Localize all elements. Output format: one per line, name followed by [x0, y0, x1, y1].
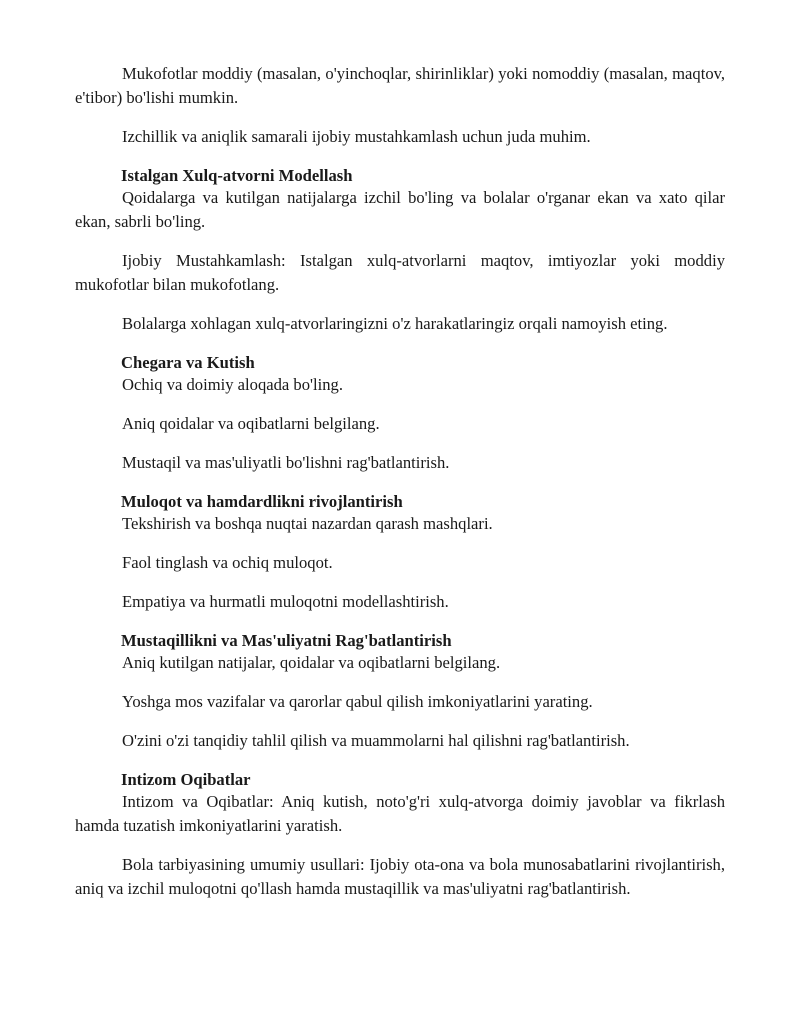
intro-paragraph: Izchillik va aniqlik samarali ijobiy mustahkamlash uchun juda muhim.	[122, 127, 591, 146]
section-heading: Muloqot va hamdardlikni rivojlantirish	[121, 492, 403, 511]
section-paragraph: Aniq qoidalar va oqibatlarni belgilang.	[122, 414, 380, 433]
section-chegara	[75, 351, 725, 475]
section-paragraph: Empatiya va hurmatli muloqotni modellashtirish.	[122, 592, 449, 611]
section-mustaqillik	[75, 629, 725, 753]
section-heading: Chegara va Kutish	[121, 353, 255, 372]
document-page	[75, 62, 725, 916]
section-paragraph: Yoshga mos vazifalar va qarorlar qabul qilish imkoniyatlarini yarating.	[122, 692, 593, 711]
section-heading: Intizom Oqibatlar	[121, 770, 251, 789]
section-paragraph: Aniq kutilgan natijalar, qoidalar va oqibatlarni belgilang.	[122, 653, 501, 672]
section-intizom	[75, 768, 725, 901]
section-paragraph: Ochiq va doimiy aloqada bo'ling.	[122, 375, 343, 394]
intro-paragraph: Mukofotlar moddiy (masalan, o'yinchoqlar, shirinliklar) yoki nomoddiy (masalan, maqtov, e'tibor) bo'lishi mumkin.	[75, 64, 725, 107]
section-paragraph: Tekshirish va boshqa nuqtai nazardan qarash mashqlari.	[122, 514, 493, 533]
section-muloqot	[75, 490, 725, 614]
section-paragraph: Ijobiy Mustahkamlash: Istalgan xulq-atvorlarni maqtov, imtiyozlar yoki moddiy mukofotlar bilan mukofotlang.	[75, 251, 725, 294]
section-paragraph: Mustaqil va mas'uliyatli bo'lishni rag'batlantirish.	[122, 453, 450, 472]
section-paragraph: Qoidalarga va kutilgan natijalarga izchil bo'ling va bolalar o'rganar ekan va xato qilar ekan, sabrli bo'ling.	[75, 188, 725, 231]
section-heading: Mustaqillikni va Mas'uliyatni Rag'batlantirish	[121, 631, 452, 650]
section-heading: Istalgan Xulq-atvorni Modellash	[121, 166, 353, 185]
section-paragraph: Bolalarga xohlagan xulq-atvorlaringizni o'z harakatlaringiz orqali namoyish eting.	[122, 314, 668, 333]
section-paragraph: O'zini o'zi tanqidiy tahlil qilish va muammolarni hal qilishni rag'batlantirish.	[122, 731, 630, 750]
section-paragraph: Bola tarbiyasining umumiy usullari: Ijobiy ota-ona va bola munosabatlarini rivojlantirish, aniq va izchil muloqotni qo'llash hamda mustaqillik va mas'uliyatni rag'batlantirish.	[75, 855, 725, 898]
section-paragraph: Faol tinglash va ochiq muloqot.	[122, 553, 333, 572]
section-modellash	[75, 164, 725, 336]
section-paragraph: Intizom va Oqibatlar: Aniq kutish, noto'g'ri xulq-atvorga doimiy javoblar va fikrlash hamda tuzatish imkoniyatlarini yaratish.	[75, 792, 725, 835]
